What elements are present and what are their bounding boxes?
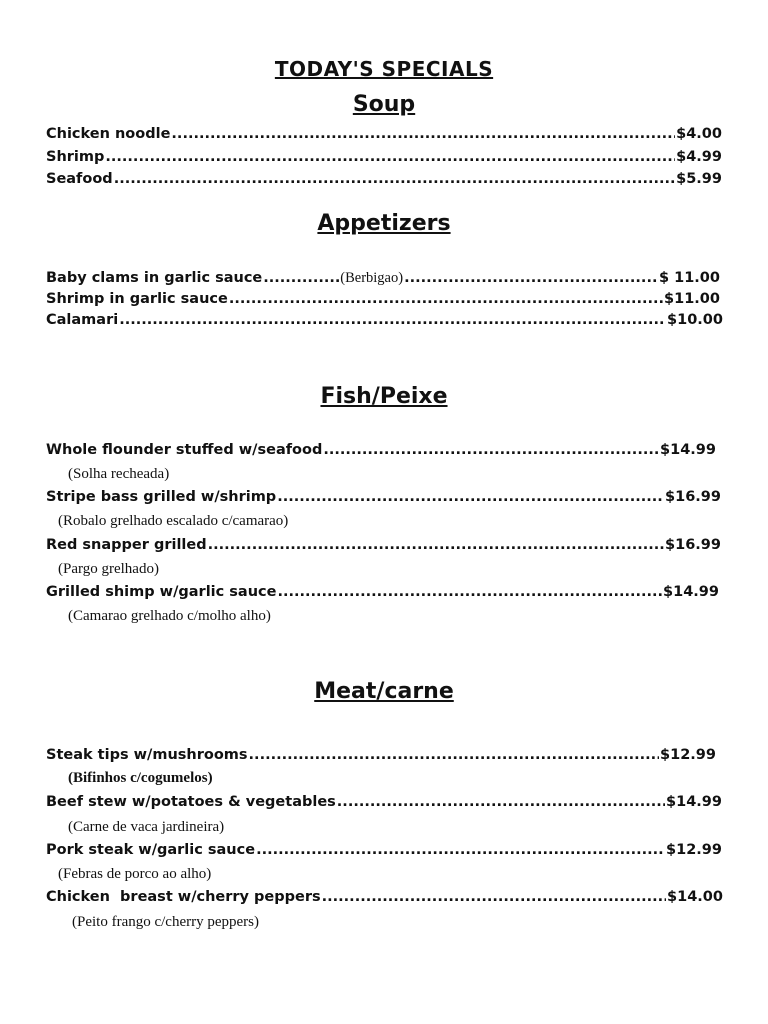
dot-leader: [249, 745, 659, 765]
menu-item-chicken-noodle: [46, 124, 722, 144]
section-heading-meat: Meat/carne: [314, 679, 454, 704]
dot-leader: [256, 840, 665, 860]
item-note: (Berbigao): [340, 270, 404, 286]
menu-item-red-snapper: [46, 535, 721, 555]
item-price: $12.99: [666, 842, 722, 858]
item-name: Pork steak w/garlic sauce: [46, 842, 256, 858]
item-price: $16.99: [665, 489, 721, 505]
item-price: $14.99: [666, 794, 722, 810]
item-price: $4.99: [676, 149, 722, 165]
menu-item-shrimp-garlic: [46, 289, 720, 309]
dot-leader: [323, 440, 659, 460]
menu-item-beef-stew: [46, 792, 722, 812]
item-name: Shrimp in garlic sauce: [46, 291, 228, 307]
dot-leader: [208, 535, 664, 555]
menu-item-steak-tips: [46, 745, 716, 765]
dot-leader: [322, 887, 666, 907]
item-price: $4.00: [676, 126, 722, 142]
item-price: $12.99: [660, 747, 716, 763]
item-translation: (Peito frango c/cherry peppers): [72, 914, 260, 930]
dot-leader: [404, 268, 658, 288]
item-price: $5.99: [676, 171, 722, 187]
dot-leader: [337, 792, 665, 812]
item-translation: (Bifinhos c/cogumelos): [68, 770, 213, 786]
item-translation: (Carne de vaca jardineira): [68, 819, 225, 835]
item-name: Baby clams in garlic sauce: [46, 270, 263, 286]
menu-item-calamari: [46, 310, 723, 330]
dot-leader: [105, 147, 675, 167]
item-name: Red snapper grilled: [46, 537, 207, 553]
dot-leader: [229, 289, 663, 309]
item-name: Grilled shimp w/garlic sauce: [46, 584, 277, 600]
dot-leader: [119, 310, 666, 330]
dot-leader: [277, 487, 664, 507]
menu-item-stripe-bass: [46, 487, 721, 507]
item-name: Chicken breast w/cherry peppers: [46, 889, 321, 905]
menu-item-pork-steak: [46, 840, 722, 860]
item-name: Seafood: [46, 171, 113, 187]
item-name: Calamari: [46, 312, 119, 328]
item-name: Chicken noodle: [46, 126, 171, 142]
item-price: $11.00: [664, 291, 720, 307]
item-name: Stripe bass grilled w/shrimp: [46, 489, 277, 505]
section-heading-fish: Fish/Peixe: [320, 384, 448, 409]
item-translation: (Pargo grelhado): [58, 561, 159, 577]
dot-leader: [263, 268, 339, 288]
dot-leader: [277, 582, 662, 602]
menu-item-grilled-shrimp: [46, 582, 719, 602]
menu-item-flounder: [46, 440, 716, 460]
dot-leader: [114, 169, 675, 189]
menu-title: TODAY'S SPECIALS: [274, 57, 494, 81]
item-price: $ 11.00: [658, 270, 720, 286]
item-price: $14.99: [663, 584, 719, 600]
item-name: Beef stew w/potatoes & vegetables: [46, 794, 336, 810]
item-translation: (Solha recheada): [68, 466, 170, 482]
menu-item-chicken-breast: [46, 887, 723, 907]
menu-item-seafood: [46, 169, 722, 189]
section-heading-appetizers: Appetizers: [317, 211, 451, 236]
menu-item-shrimp: [46, 147, 722, 167]
item-name: Whole flounder stuffed w/seafood: [46, 442, 323, 458]
item-price: $16.99: [665, 537, 721, 553]
item-translation: (Febras de porco ao alho): [58, 866, 212, 882]
item-price: $10.00: [667, 312, 723, 328]
item-name: Steak tips w/mushrooms: [46, 747, 248, 763]
menu-item-baby-clams: [46, 268, 720, 288]
dot-leader: [171, 124, 675, 144]
item-translation: (Camarao grelhado c/molho alho): [68, 608, 271, 624]
item-translation: (Robalo grelhado escalado c/camarao): [58, 513, 289, 529]
item-price: $14.00: [667, 889, 723, 905]
item-name: Shrimp: [46, 149, 105, 165]
section-heading-soup: Soup: [352, 92, 416, 117]
item-price: $14.99: [660, 442, 716, 458]
